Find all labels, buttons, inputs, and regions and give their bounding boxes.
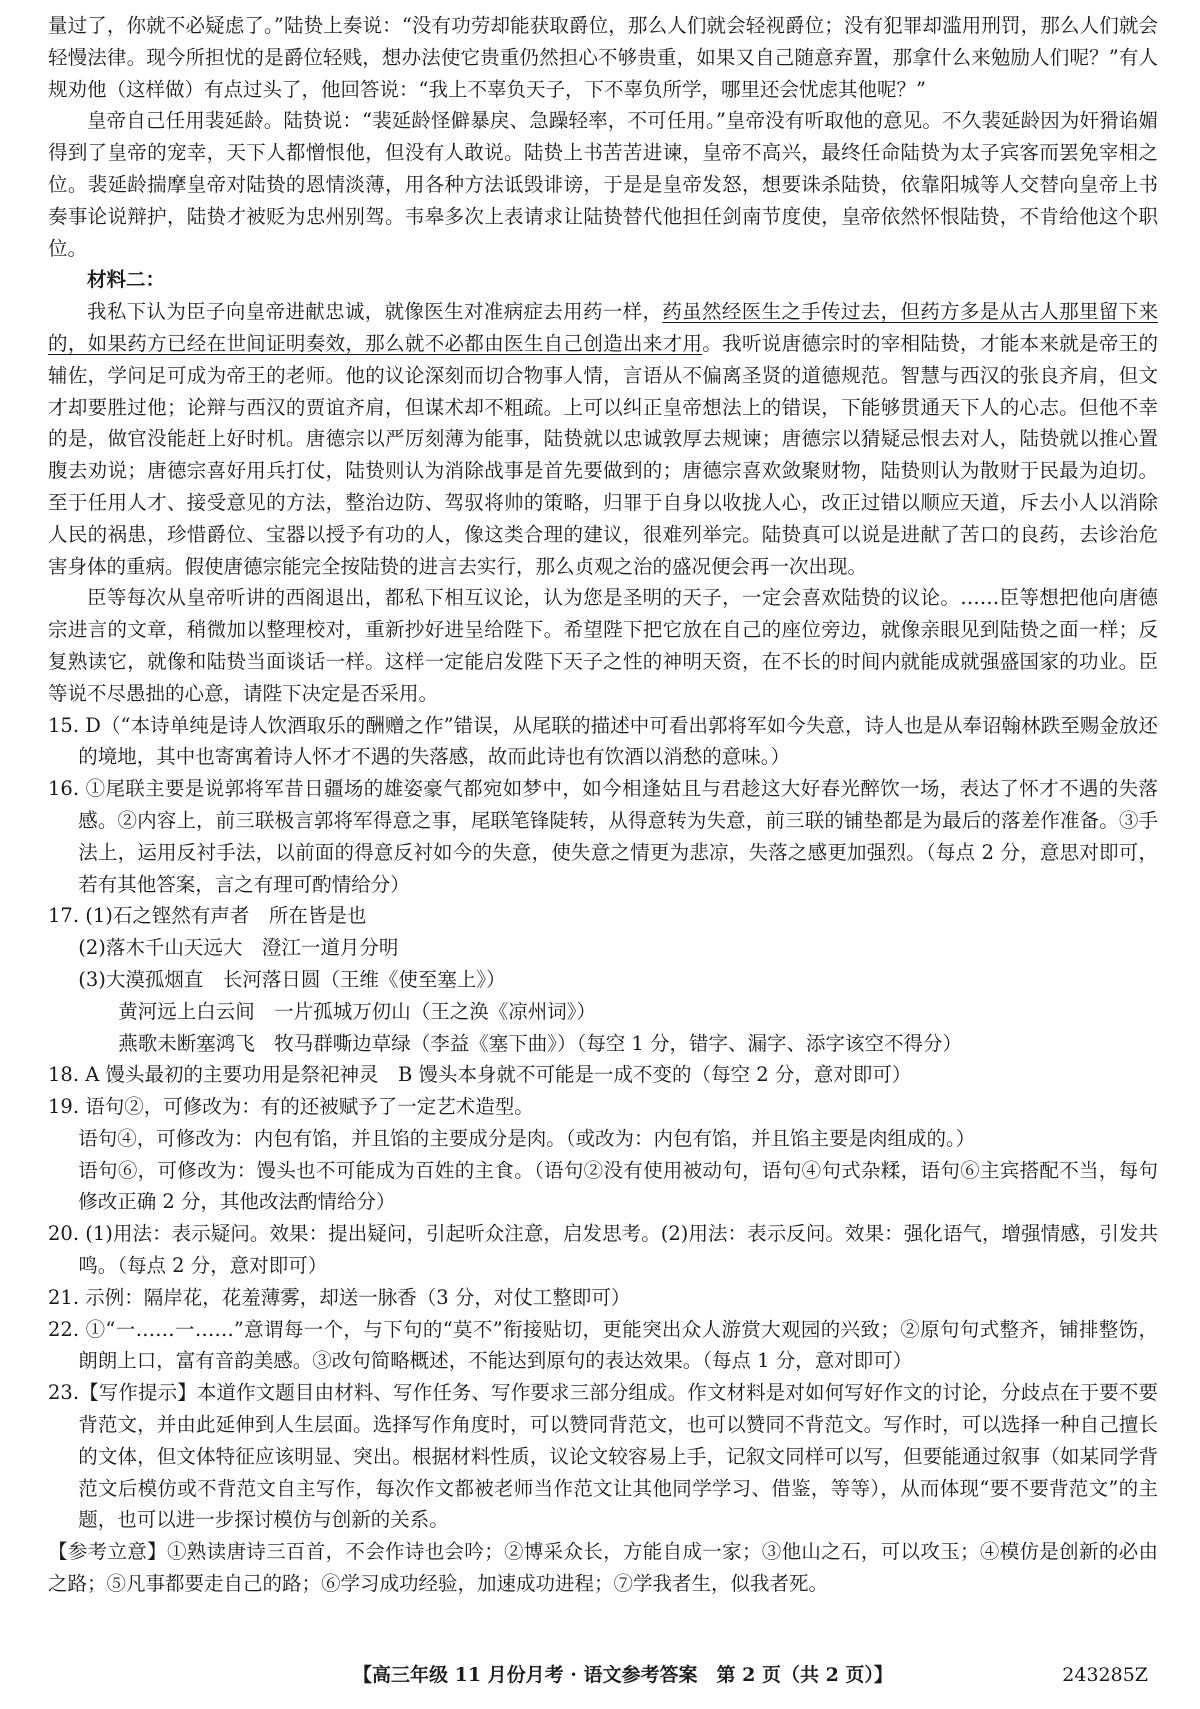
answer-16: 16. ①尾联主要是说郭将军昔日疆场的雄姿豪气都宛如梦中，如今相逢姑且与君趁这大好春光醉饮一场，表达了怀才不遇的失落感。②内容上，前三联极言郭将军得意之事，尾联笔锋陡转，从得意转为失意，前三联的铺垫都是为最后的落差作准备。③手法上，运用反衬手法，以前面的得意反衬如今的失意，使失意之情更为悲凉，失落之感更加强烈。（每点 2 分，意思对即可，若有其他答案，言之有理可酌情给分） bbox=[48, 777, 1158, 896]
material2-text: 。我听说唐德宗时的宰相陆贽，才能本来就是帝王的辅佐，学问足可成为帝王的老师。他的议论深刻而切合物事人情，言语从不偏离圣贤的道德规范。智慧与西汉的张良齐肩，但文才却要胜过他；论辩与西汉的贾谊齐肩，但谋术却不粗疏。上可以纠正皇帝想法上的错误，下能够贯通天下人的心志。但他不幸的是，做官没能赶上好时机。唐德宗以严厉刻薄为能事，陆贽就以忠诚敦厚去规谏；唐德宗以猜疑忌恨去对人，陆贽就以推心置腹去劝说；唐德宗喜好用兵打仗，陆贽则认为消除战事是首先要做到的；唐德宗喜欢敛聚财物，陆贽则认为散财于民最为迫切。至于任用人才、接受意见的方法，整治边防、驾驭将帅的策略，归罪于自身以收拢人心，改正过错以顺应天道，斥去小人以消除人民的祸患，珍惜爵位、宝器以授予有功的人，像这类合理的建议，很难列举完。陆贽真可以说是进献了苦口的良药，去诊治危害身体的重病。假使唐德宗能完全按陆贽的进言去实行，那么贞观之治的盛况便会再一次出现。 bbox=[48, 331, 1158, 578]
answer-19-line: 语句④，可修改为：内包有馅，并且馅的主要成分是肉。（或改为：内包有馅，并且馅主要是肉组成的。） bbox=[78, 1126, 976, 1150]
answer-19: 19. 语句②，可修改为：有的还被赋予了一定艺术造型。 bbox=[48, 1095, 534, 1119]
answer-18: 18. A 馒头最初的主要功用是祭祀神灵 B 馒头本身就不可能是一成不变的（每空 2 分，意对即可） bbox=[48, 1063, 912, 1087]
answer-23-reference-theme: 【参考立意】①熟读唐诗三百首，不会作诗也会吟；②博采众长，方能自成一家；③他山之石，可以攻玉；④模仿是创新的必由之路；⑤凡事都要走自己的路；⑥学习成功经验，加速成功进程；⑦学我者生，似我者死。 bbox=[48, 1540, 1158, 1596]
answer-22: 22. ①“一……一……”意谓每一个，与下句的“莫不”衔接贴切，更能突出众人游赏大观园的兴致；②原句句式整齐，铺排整饬，朗朗上口，富有音韵美感。③改句简略概述，不能达到原句的表达效果。（每点 1 分，意对即可） bbox=[48, 1317, 1158, 1373]
material2-paragraph: 臣等每次从皇帝听讲的西阁退出，都私下相互议论，认为您是圣明的天子，一定会喜欢陆贽的议论。……臣等想把他向唐德宗进言的文章，稍微加以整理校对，重新抄好进呈给陛下。希望陛下把它放在自己的座位旁边，就像亲眼见到陆贽之面一样；反复熟读它，就像和陆贽当面谈话一样。这样一定能启发陛下天子之性的神明天资，在不长的时间内就能成就强盛国家的功业。臣等说不尽愚拙的心意，请陛下决定是否采用。 bbox=[48, 586, 1158, 705]
answer-23-writing-tip: 23.【写作提示】本道作文题目由材料、写作任务、写作要求三部分组成。作文材料是对如何写好作文的讨论，分歧点在于要不要背范文，并由此延伸到人生层面。选择写作角度时，可以赞同背范文，也可以赞同不背范文。写作时，可以选择一种自己擅长的文体，但文体特征应该明显、突出。根据材料性质，议论文较容易上手，记叙文同样可以写，但要能通过叙事（如某同学背范文后模仿或不背范文自主写作，每次作文都被老师当作范文让其他同学学习、借鉴，等等），从而体现“要不要背范文”的主题，也可以进一步探讨模仿与创新的关系。 bbox=[48, 1381, 1158, 1532]
underlined-sentence: 药虽然经医生之手传过去，但药方多是从古人那里留下来的，如果药方已经在世间证明奏效，那么就不必都由医生自己创造出来才用 bbox=[48, 300, 1158, 355]
answer-19-line: 语句⑥，可修改为：馒头也不可能成为百姓的主食。（语句②没有使用被动句，语句④句式杂糅，语句⑥主宾搭配不当，每句修改正确 2 分，其他改法酌情给分） bbox=[78, 1158, 1158, 1214]
answer-15: 15. D（“本诗单纯是诗人饮酒取乐的酬赠之作”错误，从尾联的描述中可看出郭将军如今失意，诗人也是从奉诏翰林跌至赐金放还的境地，其中也寄寓着诗人怀才不遇的失落感，故而此诗也有饮酒以消愁的意味。） bbox=[48, 713, 1158, 769]
answer-17-line: (3)大漠孤烟直 长河落日圆（王维《使至塞上》） bbox=[78, 967, 506, 991]
answer-17-line: 燕歌未断塞鸿飞 牧马群嘶边草绿（李益《塞下曲》）（每空 1 分，错字、漏字、添字该空不得分） bbox=[118, 1031, 962, 1055]
document-body bbox=[48, 10, 1158, 1600]
answer-17: 17. (1)石之铿然有声者 所在皆是也 bbox=[48, 904, 367, 928]
answer-17-line: (2)落木千山天远大 澄江一道月分明 bbox=[78, 936, 399, 960]
material1-paragraph: 量过了，你就不必疑虑了。”陆贽上奏说：“没有功劳却能获取爵位，那么人们就会轻视爵位；没有犯罪却滥用刑罚，那么人们就会轻慢法律。现今所担忧的是爵位轻贱，想办法使它贵重仍然担心不够贵重，如果又自己随意弃置，那拿什么来勉励人们呢？”有人规劝他（这样做）有点过头了，他回答说：“我上不辜负天子，下不辜负所学，哪里还会忧虑其他呢？” bbox=[48, 14, 1158, 101]
material1-paragraph: 皇帝自己任用裴延龄。陆贽说：“裴延龄怪僻暴戾、急躁轻率，不可任用。”皇帝没有听取他的意见。不久裴延龄因为奸猾谄媚得到了皇帝的宠幸，天下人都憎恨他，但没有人敢说。陆贽上书苦苦进谏，皇帝不高兴，最终任命陆贽为太子宾客而罢免宰相之位。裴延龄揣摩皇帝对陆贽的恩情淡薄，用各种方法诋毁诽谤，于是是皇帝发怒，想要诛杀陆贽，依靠阳城等人交替向皇帝上书奏事论说辩护，陆贽才被贬为忠州别驾。韦皋多次上表请求让陆贽替代他担任剑南节度使，皇帝依然怀恨陆贽，不肯给他这个职位。 bbox=[48, 109, 1158, 260]
answer-21: 21. 示例：隔岸花，花羞薄雾，却送一脉香（3 分，对仗工整即可） bbox=[48, 1285, 631, 1309]
page-footer bbox=[0, 1660, 1200, 1690]
material2-paragraph bbox=[48, 296, 1158, 582]
material2-heading: 材料二： bbox=[87, 268, 166, 292]
answer-17-line: 黄河远上白云间 一片孤城万仞山（王之涣《凉州词》） bbox=[118, 999, 596, 1023]
footer-title: 【高三年级 11 月份月考 · 语文参考答案 第 2 页（共 2 页）】 bbox=[353, 1664, 893, 1686]
material2-text: 我私下认为臣子向皇帝进献忠诚，就像医生对准病症去用药一样， bbox=[87, 300, 663, 324]
footer-code: 243285Z bbox=[1062, 1664, 1148, 1686]
answer-20: 20. (1)用法：表示疑问。效果：提出疑问，引起听众注意，启发思考。(2)用法：表示反问。效果：强化语气，增强情感，引发共鸣。（每点 2 分，意对即可） bbox=[48, 1222, 1158, 1278]
